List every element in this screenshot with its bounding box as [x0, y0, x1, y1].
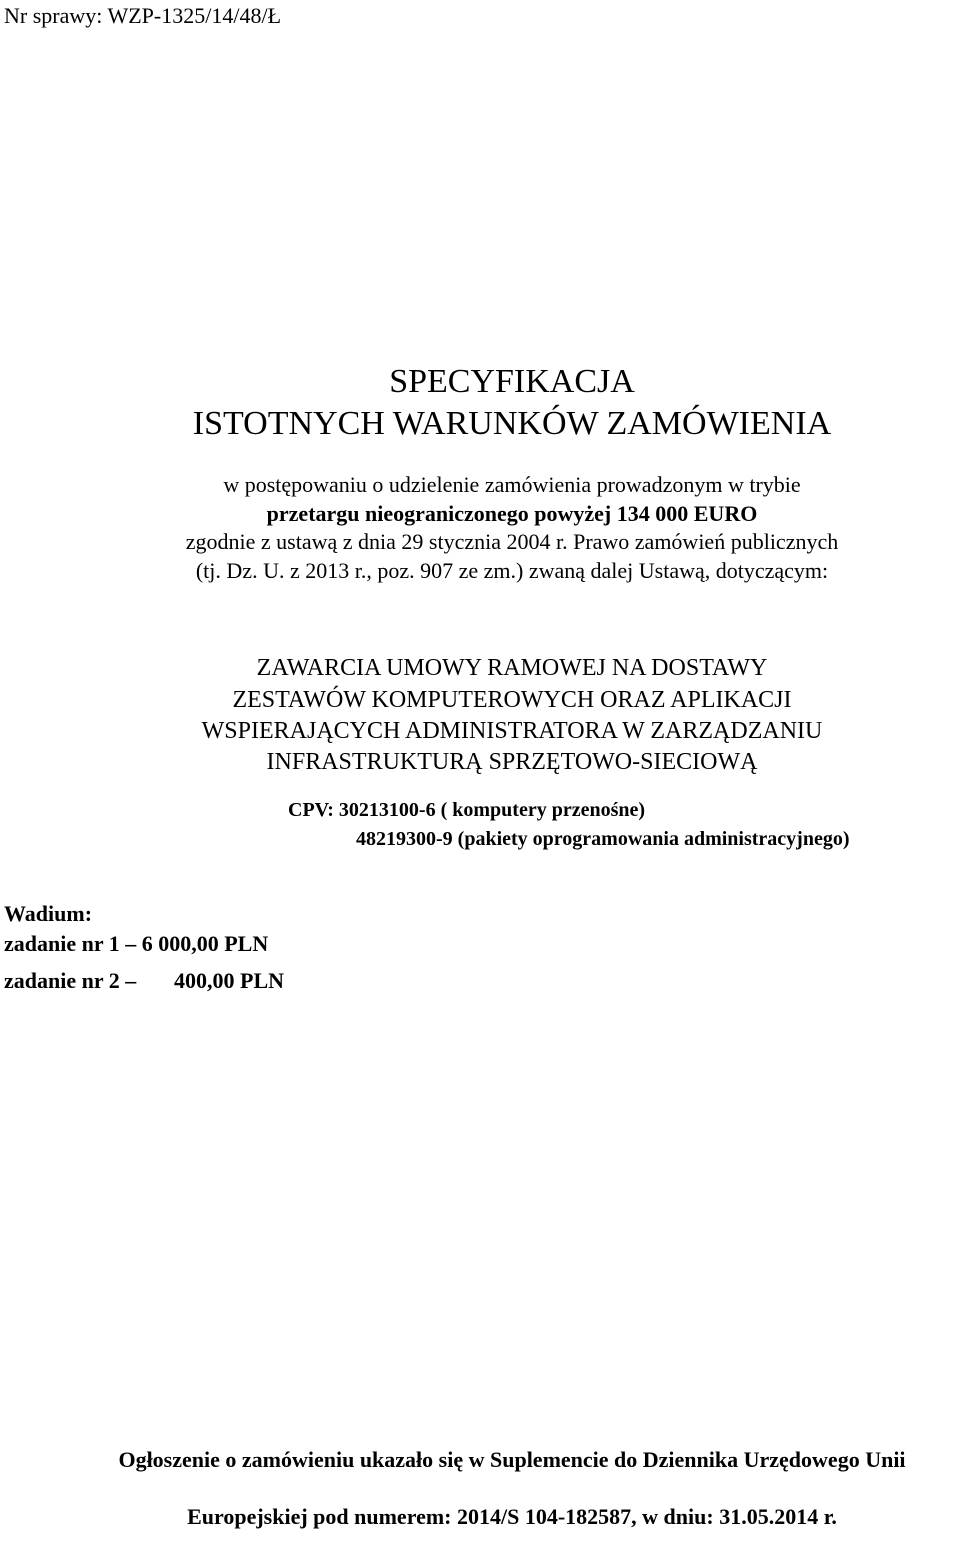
wadium-task-2-label: zadanie nr 2 – — [4, 968, 137, 993]
intro-line-2: przetargu nieograniczonego powyżej 134 000 EURO — [266, 501, 758, 526]
intro-line-4: (tj. Dz. U. z 2013 r., poz. 907 ze zm.) zwaną dalej Ustawą, dotyczącym: — [195, 558, 829, 583]
document-subtitle: ISTOTNYCH WARUNKÓW ZAMÓWIENIA — [192, 405, 832, 442]
subject-line-3: WSPIERAJĄCYCH ADMINISTRATORA W ZARZĄDZANIU — [201, 718, 823, 744]
notice-line-2: Europejskiej pod numerem: 2014/S 104-182587, w dniu: 31.05.2014 r. — [187, 1504, 837, 1529]
case-number: Nr sprawy: WZP-1325/14/48/Ł — [4, 3, 282, 28]
cpv-code-1: CPV: 30213100-6 ( komputery przenośne) — [288, 799, 646, 821]
subject-line-1: ZAWARCIA UMOWY RAMOWEJ NA DOSTAWY — [256, 655, 768, 681]
wadium-task-1: zadanie nr 1 – 6 000,00 PLN — [4, 931, 269, 956]
intro-line-1: w postępowaniu o udzielenie zamówienia prowadzonym w trybie — [223, 472, 801, 497]
notice-line-1: Ogłoszenie o zamówieniu ukazało się w Suplemencie do Dziennika Urzędowego Unii — [118, 1447, 906, 1472]
subject-line-4: INFRASTRUKTURĄ SPRZĘTOWO-SIECIOWĄ — [266, 749, 758, 775]
intro-line-3: zgodnie z ustawą z dnia 29 stycznia 2004 r. Prawo zamówień publicznych — [185, 529, 839, 554]
wadium-task-2-amount: 400,00 PLN — [174, 968, 284, 993]
document-title: SPECYFIKACJA — [389, 363, 635, 400]
wadium-label: Wadium: — [4, 901, 93, 926]
subject-line-2: ZESTAWÓW KOMPUTEROWYCH ORAZ APLIKACJI — [232, 687, 792, 713]
wadium-task-2 — [4, 967, 284, 995]
cpv-code-2: 48219300-9 (pakiety oprogramowania administracyjnego) — [356, 828, 850, 850]
